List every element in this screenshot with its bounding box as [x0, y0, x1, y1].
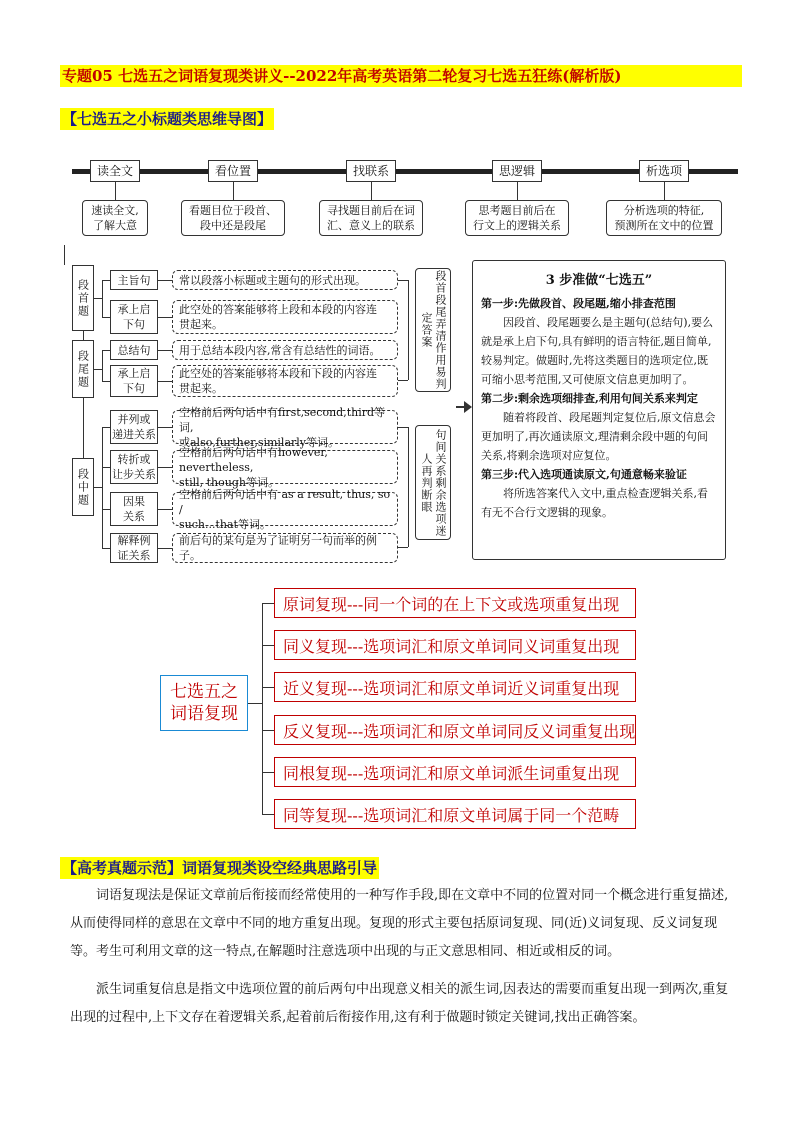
tree-line: [102, 509, 110, 510]
steps-heading: 3 步准做“七选五”: [545, 273, 653, 288]
step2-title: 第二步:剩余选项细排查,利用句间关系来判定: [481, 392, 698, 405]
timeline-step: 找联系: [346, 160, 396, 182]
timeline-connector: [115, 182, 116, 200]
reappear-line: [248, 703, 262, 704]
timeline-desc: 看题目位于段首、 段中还是段尾: [181, 200, 285, 236]
section-heading-examples: 【高考真题示范】词语复现类设空经典思路引导: [62, 859, 378, 877]
side-note-bottom: 句间关系剩余选项迷人再判断眼: [415, 425, 451, 540]
paragraph-1: 词语复现法是保证文章前后衔接而经常使用的一种写作手段,即在文章中不同的位置对同一个概念进行重复描述,从而使得同样的意思在文章中不同的地方重复出现。复现的形式主要包括原词复现、同(近)义词复现、反义词复现等。考生可利用文章的这一特点,在解题时注意选项中出现的与正文意思相同、相近或相反的词。: [70, 888, 729, 959]
section-heading-mindmap: 【七选五之小标题类思维导图】: [62, 110, 273, 128]
step3-title: 第三步:代入选项通读原文,句通意畅来验证: [481, 468, 687, 481]
tree-line: [102, 280, 103, 317]
role-desc: 用于总结本段内容,常含有总结性的词语。: [172, 340, 398, 360]
tree-line: [158, 509, 172, 510]
role-desc: 空格前后两句话中有 as a result, thus, so / such...that等词。: [172, 492, 398, 526]
reappear-line: [262, 603, 274, 604]
role-label: 总结句: [110, 340, 158, 360]
reappear-item: 原词复现---同一个词的在上下文或选项重复出现: [274, 588, 636, 618]
role-desc: 前后句的某句是为了证明另一句而举的例子。: [172, 533, 398, 563]
tree-line: [102, 280, 110, 281]
tree-line: [94, 487, 102, 488]
tree-line: [102, 427, 110, 428]
step1-title: 第一步:先做段首、段尾题,缩小排查范围: [481, 297, 676, 310]
role-desc: 此空处的答案能够将本段和下段的内容连 贯起来。: [172, 365, 398, 397]
role-label: 转折或 让步关系: [110, 450, 158, 484]
arrow-right-icon: [464, 401, 472, 413]
timeline-connector: [664, 182, 665, 200]
tree-line: [158, 317, 172, 318]
role-label: 并列或 递进关系: [110, 410, 158, 444]
reappear-item: 同等复现---选项词汇和原文单词属于同一个范畴: [274, 799, 636, 829]
reappear-line: [262, 603, 263, 814]
side-note-top: 段首段尾弄清作用易判定答案: [415, 268, 451, 392]
reappear-line: [262, 687, 274, 688]
reappear-item: 反义复现---选项词汇和原文单词同反义词重复出现: [274, 715, 636, 745]
timeline-step: 思逻辑: [492, 160, 542, 182]
tree-line: [94, 369, 102, 370]
brace-line: [398, 280, 408, 281]
tree-line: [102, 350, 110, 351]
tree-line: [158, 548, 172, 549]
role-label: 主旨句: [110, 270, 158, 290]
position-first: 段首题: [72, 265, 94, 331]
timeline-desc: 思考题目前后在 行文上的逻辑关系: [465, 200, 569, 236]
role-desc: 空格前后两句话中有however, nevertheless, still, though等词。: [172, 450, 398, 484]
tree-line: [102, 350, 103, 381]
role-label: 承上启 下句: [110, 300, 158, 334]
brace-line: [398, 427, 408, 428]
document-title: 专题05 七选五之词语复现类讲义--2022年高考英语第二轮复习七选五狂练(解析版): [60, 65, 742, 87]
role-desc: 空格前后两句话中有first,second,third等词, 或also,further,similarly等词。: [172, 410, 398, 444]
reappear-line: [262, 814, 274, 815]
tree-line: [158, 280, 172, 281]
reappear-item: 同义复现---选项词汇和原文单词同义词重复出现: [274, 630, 636, 660]
timeline-connector: [371, 182, 372, 200]
tree-line: [102, 317, 110, 318]
timeline-desc: 分析选项的特征, 预测所在文中的位置: [606, 200, 722, 236]
three-steps-box: [472, 260, 726, 560]
brace-line: [398, 380, 408, 381]
step3-text: 将所选答案代入文中,重点检查逻辑关系,看有无不合行文逻辑的现象。: [481, 487, 708, 519]
brace-line: [408, 280, 409, 380]
role-label: 因果 关系: [110, 492, 158, 526]
step2-text: 随着将段首、段尾题判定复位后,原文信息会更加明了,再次通读原文,理清剩余段中题的句间关系,将剩余选项对应复位。: [481, 411, 716, 462]
step1-text: 因段首、段尾题要么是主题句(总结句),要么就是承上启下句,具有鲜明的语言特征,题目简单,较易判定。做题时,先将这类题目的选项定位,既可缩小思考范围,又可使原文信息更加明了。: [481, 316, 714, 386]
reappear-line: [262, 645, 274, 646]
role-desc: 常以段落小标题或主题句的形式出现。: [172, 270, 398, 290]
tree-line: [94, 298, 102, 299]
tree-line: [158, 381, 172, 382]
role-desc: 此空处的答案能够将上段和本段的内容连 贯起来。: [172, 300, 398, 334]
paragraph-2: 派生词重复信息是指文中选项位置的前后两句中出现意义相关的派生词,因表达的需要而重复出现一到两次,重复出现的过程中,上下文存在着逻辑关系,起着前后衔接作用,这有利于做题时锁定关键词,找出正确答案。: [70, 982, 729, 1025]
tree-line: [64, 245, 65, 265]
brace-line: [398, 547, 408, 548]
reappear-line: [262, 730, 274, 731]
brace-line: [408, 427, 409, 547]
tree-line: [158, 467, 172, 468]
reappear-item: 同根复现---选项词汇和原文单词派生词重复出现: [274, 757, 636, 787]
timeline-desc: 寻找题目前后在词 汇、意义上的联系: [319, 200, 423, 236]
timeline-step: 析选项: [639, 160, 689, 182]
reappear-center: 七选五之 词语复现: [160, 675, 248, 731]
tree-line: [102, 548, 110, 549]
tree-line: [102, 427, 103, 548]
timeline-desc: 速读全文, 了解大意: [82, 200, 148, 236]
tree-line: [83, 331, 84, 340]
tree-line: [102, 381, 110, 382]
position-last: 段尾题: [72, 340, 94, 398]
tree-line: [158, 427, 172, 428]
timeline-connector: [233, 182, 234, 200]
reappear-item: 近义复现---选项词汇和原文单词近义词重复出现: [274, 672, 636, 702]
position-middle: 段中题: [72, 458, 94, 516]
tree-line: [102, 467, 110, 468]
timeline-connector: [517, 182, 518, 200]
tree-line: [158, 350, 172, 351]
role-label: 解释例 证关系: [110, 533, 158, 563]
tree-line: [83, 398, 84, 458]
role-label: 承上启 下句: [110, 365, 158, 397]
timeline-step: 看位置: [208, 160, 258, 182]
timeline-step: 读全文: [90, 160, 140, 182]
reappear-line: [262, 772, 274, 773]
